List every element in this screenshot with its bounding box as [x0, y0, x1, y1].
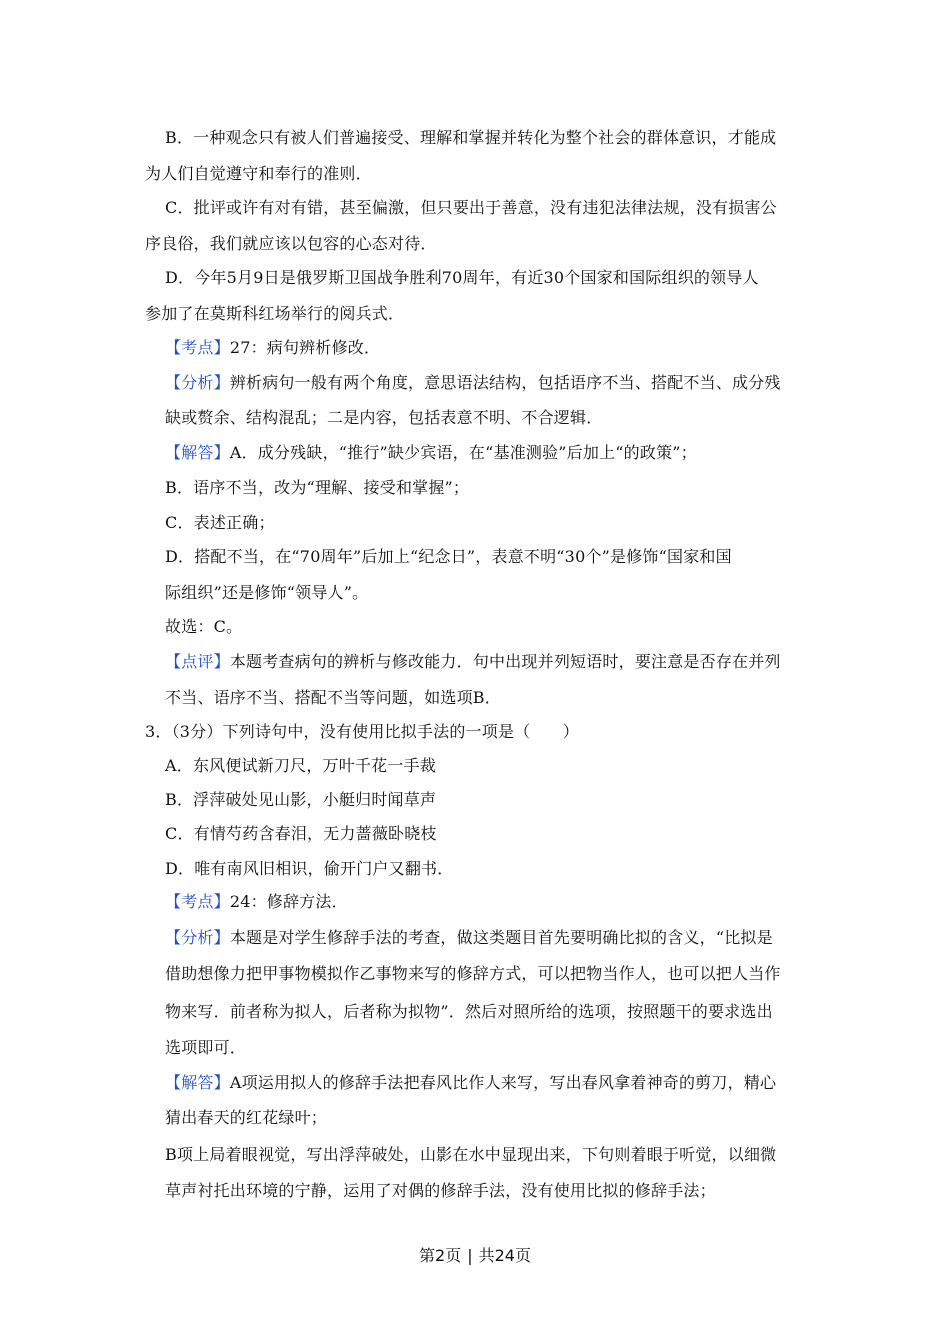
jieda-tag: 【解答】 — [165, 443, 230, 462]
q2-jieda-line-5: 际组织”还是修饰“领导人”。 — [165, 583, 369, 602]
q2-dianping-line-1 — [165, 652, 781, 672]
kaodian-tag: 【考点】 — [165, 892, 230, 911]
kaodian-tag: 【考点】 — [165, 338, 230, 357]
q3-stem: 3．（3分）下列诗句中，没有使用比拟手法的一项是（ ） — [145, 722, 579, 741]
q2-dianping-line-2: 不当、语序不当、搭配不当等问题，如选项B． — [165, 688, 501, 707]
option-b-line-1: B．一种观念只有被人们普遍接受、理解和掌握并转化为整个社会的群体意识，才能成 — [165, 128, 777, 147]
fenxi-tag: 【分析】 — [165, 928, 230, 947]
q2-jieda-line-3: C．表述正确； — [165, 513, 275, 532]
q3-fenxi-line-1 — [165, 928, 773, 948]
option-b-line-2: 为人们自觉遵守和奉行的准则． — [145, 164, 372, 183]
option-d-line-2: 参加了在莫斯科红场举行的阅兵式． — [145, 304, 405, 323]
footer-separator: | — [467, 1246, 473, 1265]
page-number: 第2页 — [419, 1246, 462, 1265]
q3-fenxi-line-3: 物来写．前者称为拟人，后者称为拟物”．然后对照所给的选项，按照题干的要求选出 — [165, 1002, 773, 1021]
fenxi-tag: 【分析】 — [165, 373, 230, 392]
dianping-tag: 【点评】 — [165, 652, 230, 671]
q3-option-a: A．东风便试新刀尺，万叶千花一手裁 — [165, 756, 436, 775]
q2-jieda-line-4: D．搭配不当，在“70周年”后加上“纪念日”，表意不明“30个”是修饰“国家和国 — [165, 547, 732, 566]
q2-jieda-text: A．成分残缺，“推行”缺少宾语，在“基准测验”后加上“的政策”； — [229, 443, 697, 462]
q3-kaodian-text: 24：修辞方法． — [229, 892, 348, 911]
q3-option-b: B．浮萍破处见山影，小艇归时闻草声 — [165, 790, 437, 809]
page-footer — [0, 1246, 950, 1266]
q2-dianping-text: 本题考查病句的辨析与修改能力．句中出现并列短语时，要注意是否存在并列 — [229, 652, 781, 671]
q3-fenxi-line-2: 借助想像力把甲事物模拟作乙事物来写的修辞方式，可以把物当作人，也可以把人当作 — [165, 964, 781, 983]
q2-fenxi-line-1 — [165, 373, 781, 393]
q2-kaodian — [165, 338, 380, 358]
q3-jieda-line-2: 猜出春天的红花绿叶； — [165, 1108, 328, 1127]
option-c-line-1: C．批评或许有对有错，甚至偏激，但只要出于善意，没有违犯法律法规，没有损害公 — [165, 198, 777, 217]
option-d-line-1: D．今年5月9日是俄罗斯卫国战争胜利70周年，有近30个国家和国际组织的领导人 — [165, 268, 759, 287]
q3-jieda-text: A项运用拟人的修辞手法把春风比作人来写，写出春风拿着神奇的剪刀，精心 — [229, 1073, 777, 1092]
q3-option-c: C．有情芍药含春泪，无力蔷薇卧晓枝 — [165, 824, 437, 843]
page-total: 共24页 — [478, 1246, 531, 1265]
q3-fenxi-line-4: 选项即可． — [165, 1038, 247, 1057]
q2-kaodian-text: 27：病句辨析修改． — [229, 338, 381, 357]
q2-fenxi-line-2: 缺或赘余、结构混乱；二是内容，包括表意不明、不合逻辑． — [165, 408, 603, 427]
q3-jieda-line-4: 草声衬托出环境的宁静，运用了对偶的修辞手法，没有使用比拟的修辞手法； — [165, 1181, 716, 1200]
q2-jieda-line-2: B．语序不当，改为“理解、接受和掌握”； — [165, 478, 470, 497]
q3-option-d: D．唯有南风旧相识，偷开门户又翻书． — [165, 859, 454, 878]
q2-answer: 故选：C。 — [165, 617, 243, 636]
q3-fenxi-text: 本题是对学生修辞手法的考查，做这类题目首先要明确比拟的含义，“比拟是 — [229, 928, 773, 947]
q3-jieda-line-3: B项上局着眼视觉，写出浮萍破处，山影在水中显现出来，下句则着眼于听觉，以细微 — [165, 1145, 777, 1164]
q2-fenxi-text: 辨析病句一般有两个角度，意思语法结构，包括语序不当、搭配不当、成分残 — [229, 373, 781, 392]
jieda-tag: 【解答】 — [165, 1073, 230, 1092]
q3-jieda-line-1 — [165, 1073, 776, 1093]
q2-jieda-line-1 — [165, 443, 697, 463]
q3-kaodian — [165, 892, 348, 912]
option-c-line-2: 序良俗，我们就应该以包容的心态对待． — [145, 234, 437, 253]
